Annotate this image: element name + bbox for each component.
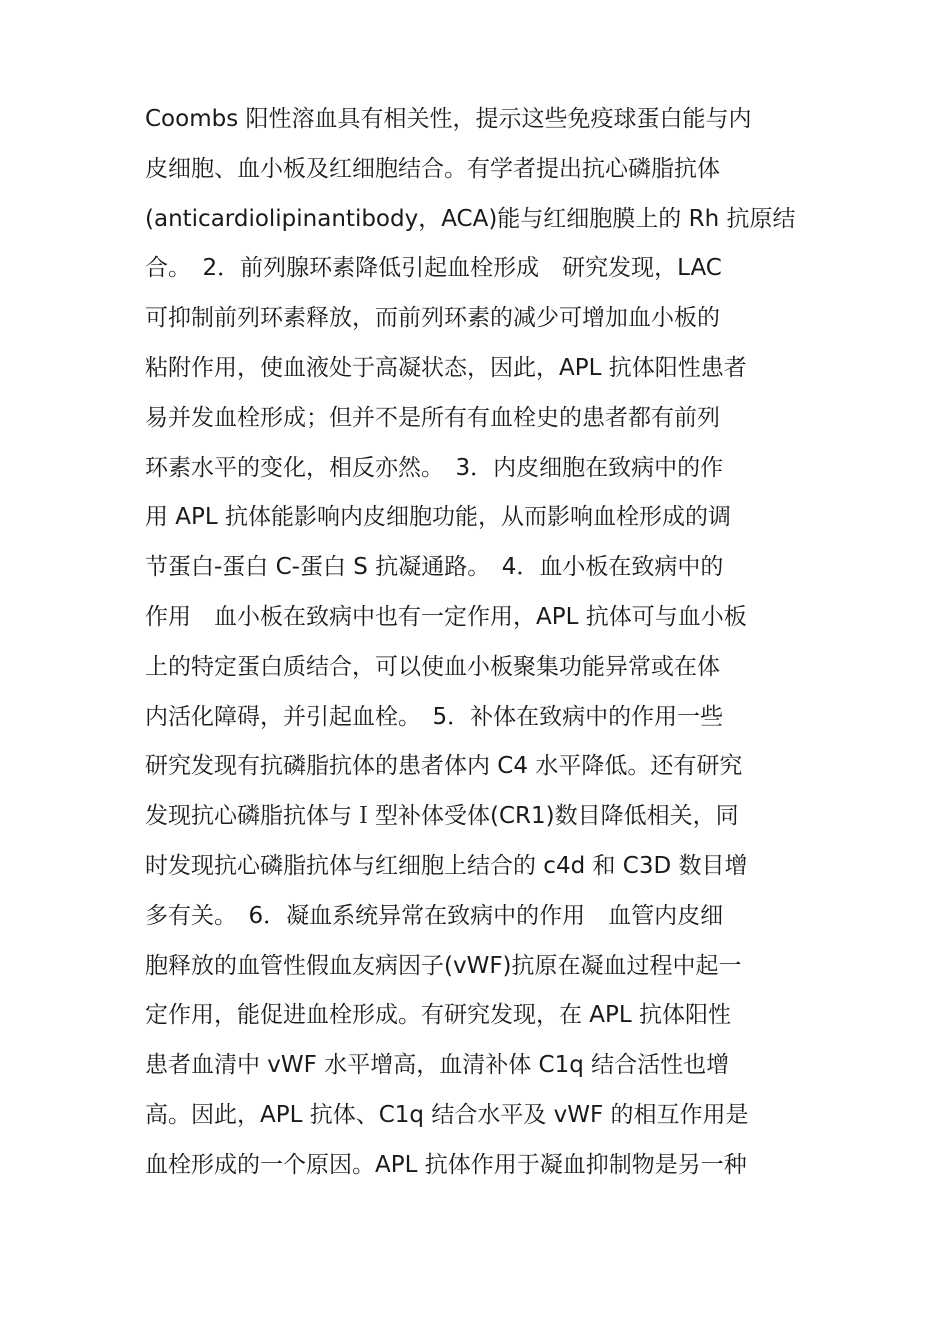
text-line: 患者血清中 vWF 水平增高，血清补体 C1q 结合活性也增: [145, 1052, 730, 1079]
text-line: 合。 2．前列腺环素降低引起血栓形成 研究发现，LAC: [145, 255, 722, 282]
body-text: [145, 95, 815, 1191]
text-line: 易并发血栓形成；但并不是所有有血栓史的患者都有前列: [145, 404, 720, 431]
text-line: Coombs 阳性溶血具有相关性，提示这些免疫球蛋白能与内: [145, 106, 752, 132]
text-line: 胞释放的血管性假血友病因子(vWF)抗原在凝血过程中起一: [145, 952, 742, 979]
text-line: 内活化障碍，并引起血栓。 5．补体在致病中的作用一些: [145, 703, 724, 730]
text-line: (anticardiolipinantibody，ACA)能与红细胞膜上的 Rh 抗原结: [145, 205, 796, 232]
text-line: 定作用，能促进血栓形成。有研究发现，在 APL 抗体阳性: [145, 1002, 732, 1029]
text-line: 皮细胞、血小板及红细胞结合。有学者提出抗心磷脂抗体: [145, 155, 720, 182]
text-line: 作用 血小板在致病中也有一定作用，APL 抗体可与血小板: [145, 603, 747, 630]
text-line: 上的特定蛋白质结合，可以使血小板聚集功能异常或在体: [145, 653, 720, 680]
text-line: 血栓形成的一个原因。APL 抗体作用于凝血抑制物是另一种: [145, 1151, 747, 1178]
text-line: 用 APL 抗体能影响内皮细胞功能，从而影响血栓形成的调: [145, 504, 732, 531]
text-line: 多有关。 6．凝血系统异常在致病中的作用 血管内皮细: [145, 902, 724, 929]
text-line: 粘附作用，使血液处于高凝状态，因此，APL 抗体阳性患者: [145, 354, 747, 381]
text-line: 可抑制前列环素释放，而前列环素的减少可增加血小板的: [145, 305, 720, 332]
text-line: 研究发现有抗磷脂抗体的患者体内 C4 水平降低。还有研究: [145, 753, 743, 780]
text-line: 节蛋白-蛋白 C-蛋白 S 抗凝通路。 4．血小板在致病中的: [145, 554, 724, 581]
text-line: 发现抗心磷脂抗体与Ｉ型补体受体(CR1)数目降低相关，同: [145, 803, 739, 830]
text-line: 时发现抗心磷脂抗体与红细胞上结合的 c4d 和 C3D 数目增: [145, 852, 748, 879]
text-line: 高。因此，APL 抗体、C1q 结合水平及 vWF 的相互作用是: [145, 1101, 749, 1128]
text-line: 环素水平的变化，相反亦然。 3．内皮细胞在致病中的作: [145, 454, 724, 481]
